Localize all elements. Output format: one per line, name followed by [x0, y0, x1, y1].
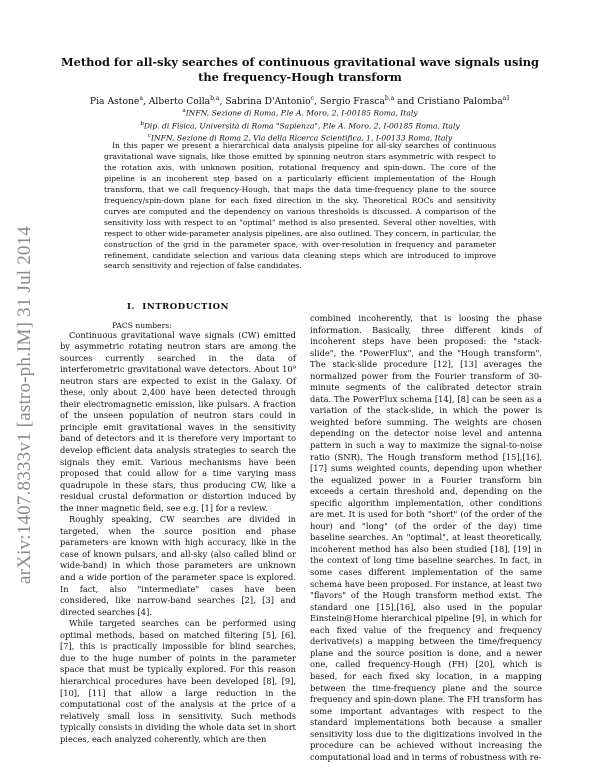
section-heading: I. INTRODUCTION — [126, 302, 230, 312]
left-column — [60, 302, 296, 745]
affiliation: $^b$Dip. di Fisica, Università di Roma "Sapienza", P.le A. Moro, 2, I-00185 Roma, Italy — [140, 120, 460, 131]
author: Cristiano Palomba$^{a1}$ — [417, 95, 511, 108]
author: Sabrina D'Antonio$^c$ — [225, 95, 315, 108]
author: Pia Astone$^a$ — [89, 95, 143, 108]
author-list: Pia Astone$^a$, Alberto Colla$^{b,a}$, Sabrina D'Antonio$^c$, Sergio Frasca$^{b,a}$ and Cristiano Palomba$^{a1}$ — [89, 95, 511, 108]
right-column — [310, 313, 542, 763]
paper-title: Method for all-sky searches of continuous gravitational wave signals using the frequency-Hough transform — [60, 55, 540, 84]
body-paragraph: Continuous gravitational wave signals (CW) emitted by asymmetric rotating neutron stars are among the sources currently searched in the data of interferometric gravitational wave detectors. About 10⁹ neutron stars are expected to exist in the Galaxy. Of these, only about 2,400 have been detected through their electromagnetic emission, like pulsars. A fraction of the unseen population of neutron stars could in principle emit gravitational waves in the sensitivity band of detectors and it is therefore very important to develop efficient data analysis strategies to search the signals they emit. Various mechanisms have been proposed that could allow for a time varying mass quadrupole in these stars, thus producing CW, like a residual crustal deformation or distortion induced by the inner magnetic field, see e.g. [1] for a review. — [60, 329, 296, 513]
pacs-numbers: PACS numbers: — [112, 321, 172, 330]
arxiv-stamp — [10, 195, 40, 615]
author: Alberto Colla$^{b,a}$ — [148, 95, 220, 108]
affiliations — [60, 106, 540, 144]
body-paragraph: Roughly speaking, CW searches are divided in targeted, when the source position and phase parameters are known with high accuracy, like in the case of known pulsars, and all-sky (also called blind or wide-band) in which those parameters are unknown and a wide portion of the parameter space is explored. In fact, also "intermediate" cases have been considered, like narrow-band searches [2], [3] and directed searches [4]. — [60, 514, 296, 617]
affiliation: $^c$INFN, Sezione di Roma 2, Via della Ricerca Scientifica, 1, I-00133 Roma, Italy — [147, 133, 453, 143]
abstract: In this paper we present a hierarchical data analysis pipeline for all-sky searches of continuous gravitational wave signals, like those emitted by spinning neutron stars asymmetric with respect to the rotation axis, with unknown position, rotational frequency and spin-down. The core of the pipeline is an incoherent step based on a particularly efficient implementation of the Hough transform, that we call frequency-Hough, that maps the data time-frequency plane to the source frequency/spin-down plane for each fixed direction in the sky. Theoretical ROCs and sensitivity curves are computed and the dependency on various thresholds is discussed. A comparison of the sensitivity loss with respect to an "optimal" method is also presented. Several other novelties, with respect to other wide-parameter analysis pipelines, are also outlined. They concern, in particular, the construction of the grid in the parameter space, with over-resolution in frequency and parameter refinement, candidate selection and various data cleaning steps which are introduced to improve search sensitivity and rejection of false candidates. — [104, 141, 496, 271]
author: Sergio Frasca$^{b,a}$ — [319, 95, 395, 108]
affiliation: $^a$INFN, Sezione di Roma, P.le A. Moro, 2, I-00185 Roma, Italy — [182, 108, 418, 118]
body-paragraph: combined incoherently, that is loosing the phase information. Basically, three different kinds of incoherent steps have been proposed: the "stack-slide", the "PowerFlux", and the "Hough transform". The stack-slide procedure [12], [13] averages the normalized power from the Fourier transform of 30-minute segments of the calibrated detector strain data. The PowerFlux schema [14], [8] can be seen as a variation of the stack-slide, in which the power is weighted before summing. The weights are chosen depending on the detector noise level and antenna pattern in such a way to maximize the signal-to-noise ratio (SNR). The Hough transform method [15],[16],[17] sums weighted counts, depending upon whether the equalized power in a Fourier transform bin exceeds a certain threshold and, depending on the specific algorithm implementation, other conditions are met. It is used for both "short" (of the order of the hour) and "long" (of the order of the day) time baseline searches. An "optimal", at least theoretically, incoherent method has also been studied [18], [19] in the context of long time baseline searches. In fact, in some cases different implementation of the same schema have been proposed. For instance, at least two "flavors" of the Hough transform method exist. The standard one [15],[16], also used in the popular Einstein@Home hierarchical pipeline [9], in which for each fixed value of the frequency and frequency derivative(s) a mapping between the time/frequency plane and the source position is done, and a newer one, called frequency-Hough (FH) [20], which is based, for each fixed sky location, in a mapping between the time-frequency plane and the source frequency and spin-down plane. The FH transform has some important advantages with respect to the standard implementations both because a smaller sensitivity loss due to the digitizations involved in the procedure can be achieved without increasing the computational load and in terms of robustness with re- — [310, 313, 542, 762]
arxiv-stamp-text: arXiv:1407.8333v1 [astro-ph.IM] 31 Jul 2014 — [14, 226, 35, 584]
body-paragraph: While targeted searches can be performed using optimal methods, based on matched filtering [5], [6], [7], this is practically impossible for blind searches, due to the huge number of points in the parameter space that must be typically explored. For this reason hierarchical procedures have been developed [8], [9], [10], [11] that allow a large reduction in the computational cost of the analysis at the price of a relatively small loss in sensitivity. Such methods typically consists in dividing the whole data set in short pieces, each analyzed coherently, which are then — [60, 618, 296, 744]
